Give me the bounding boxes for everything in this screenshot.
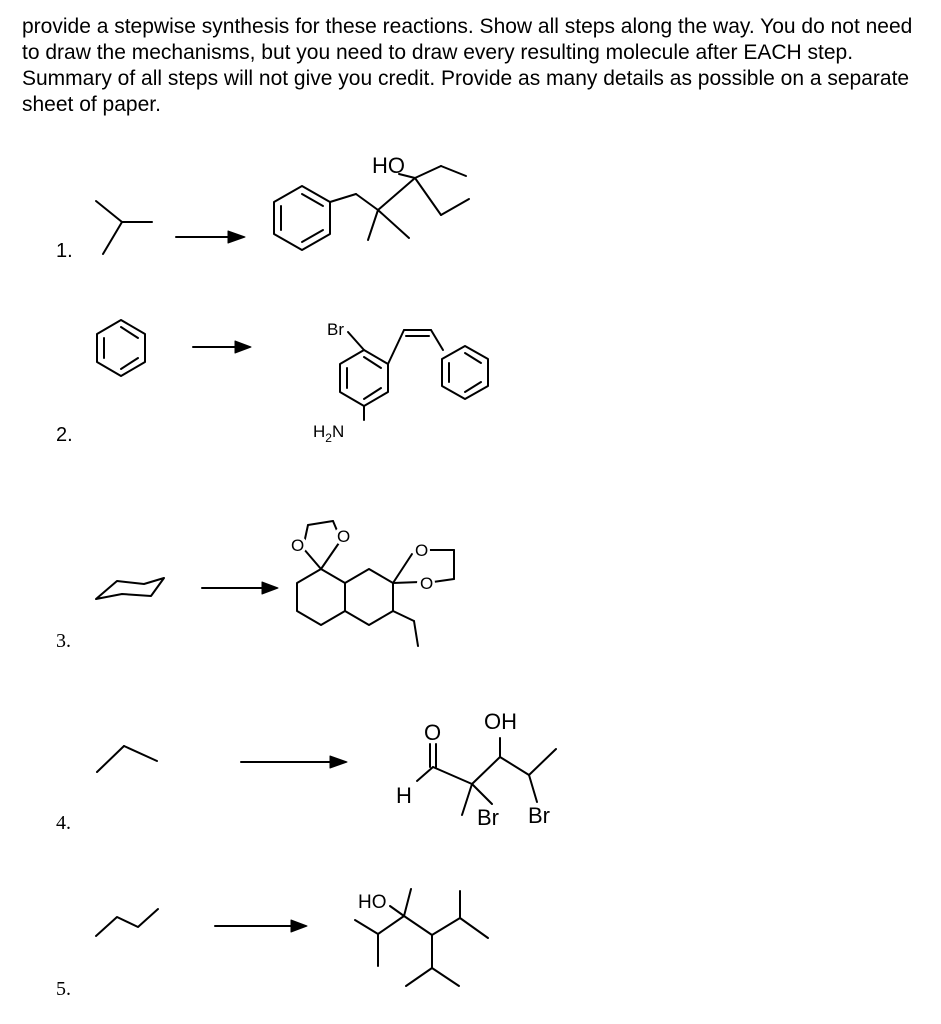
amino-subscript: 2 xyxy=(325,431,332,445)
ketal-oxygen-1: O xyxy=(291,536,305,555)
amino-n-label: N xyxy=(331,422,345,441)
reaction-arrow-2 xyxy=(193,341,251,353)
ketal-oxygen-3: O xyxy=(415,541,429,560)
reaction-arrow-4 xyxy=(241,756,347,768)
problem-1-starting-material xyxy=(96,201,152,254)
problem-1-product xyxy=(274,153,469,250)
reaction-arrow-1 xyxy=(176,231,245,243)
problem-3-starting-material xyxy=(96,578,164,599)
reaction-arrow-3 xyxy=(202,582,278,594)
problem-number-4: 4. xyxy=(56,812,71,834)
instructions-text: provide a stepwise synthesis for these reactions. Show all steps along the way. You do not need to draw the mechanisms, but you need to draw every resulting molecule after EACH step. Summary of all steps will not give you credit. Provide as many details as possible on a separate sheet of paper. xyxy=(22,15,913,116)
problem-4-product xyxy=(396,709,556,830)
problem-2-product xyxy=(313,320,488,445)
problem-number-1: 1. xyxy=(56,240,73,262)
ketal-oxygen-2: O xyxy=(337,527,351,546)
problem-2-starting-material xyxy=(97,320,145,376)
problem-5-starting-material xyxy=(96,909,158,936)
hydroxyl-label: HO xyxy=(372,153,405,178)
problem-5-product xyxy=(355,889,488,986)
problem-number-2: 2. xyxy=(56,424,73,446)
problem-number-5: 5. xyxy=(56,978,71,1000)
problem-number-3: 3. xyxy=(56,630,71,652)
reaction-arrow-5 xyxy=(215,920,307,932)
bromo-label-2: Br xyxy=(528,803,550,828)
svg-text:H2N xyxy=(313,422,344,445)
bromo-label: Br xyxy=(327,320,344,339)
hydroxyl-label: HO xyxy=(358,892,387,913)
amino-h-label: H xyxy=(313,422,326,441)
problem-4-starting-material xyxy=(97,746,157,772)
ketal-oxygen-4: O xyxy=(420,574,434,593)
problem-3-product xyxy=(289,521,454,646)
aldehyde-oxygen-label: O xyxy=(424,720,442,745)
aldehyde-hydrogen-label: H xyxy=(396,783,412,808)
hydroxyl-label: OH xyxy=(484,709,517,734)
bromo-label-1: Br xyxy=(477,805,499,830)
